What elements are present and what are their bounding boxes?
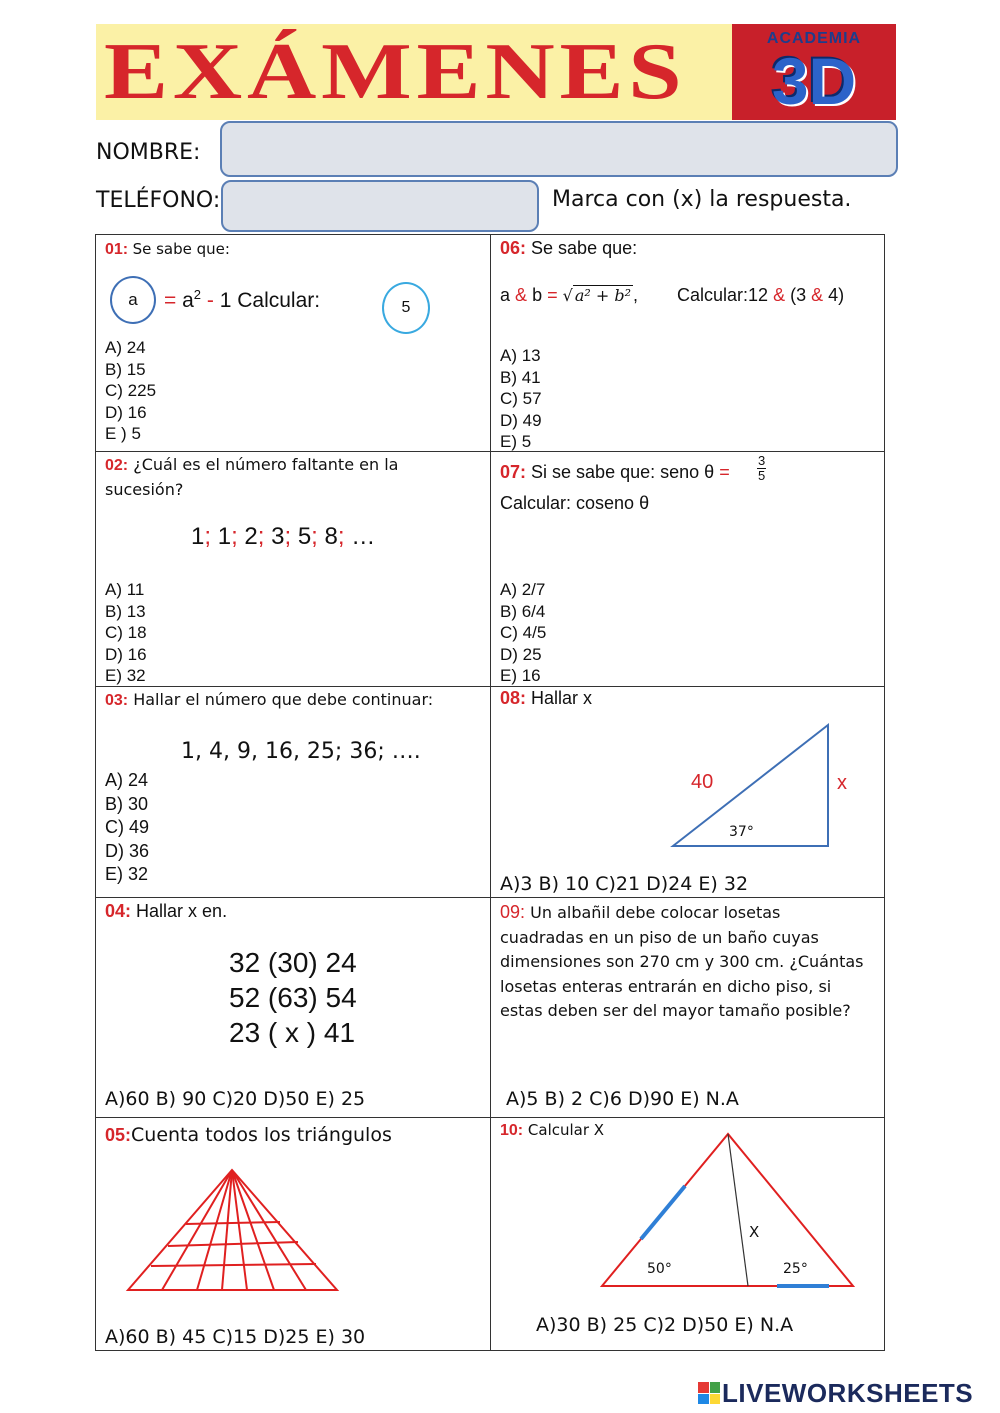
q02-seq-5: 5 xyxy=(297,523,312,550)
q03-option-e[interactable]: E) 32 xyxy=(105,864,149,884)
q06-def-comma: , xyxy=(633,285,639,305)
question-08 xyxy=(491,687,885,897)
q07-prompt-line xyxy=(500,462,730,483)
q02-option-a[interactable]: A) 11 xyxy=(105,580,145,599)
question-10 xyxy=(491,1118,885,1350)
q02-number: 02: xyxy=(105,457,129,474)
q01-formula xyxy=(164,287,320,313)
q09-text-line-4: losetas enteras entrarán en dicho piso, si xyxy=(500,976,832,996)
q02-option-c[interactable]: C) 18 xyxy=(105,623,147,642)
q02-option-d[interactable]: D) 16 xyxy=(105,644,147,664)
q01-option-b[interactable]: B) 15 xyxy=(105,359,146,379)
q07-option-c[interactable]: C) 4/5 xyxy=(500,623,547,642)
q05-triangle-figure xyxy=(96,1118,490,1350)
q06-option-b[interactable]: B) 41 xyxy=(500,367,541,387)
q02-sep-5: ; xyxy=(311,523,318,550)
q02-option-e[interactable]: E) 32 xyxy=(105,666,146,685)
q03-option-a[interactable]: A) 24 xyxy=(105,770,149,790)
q07-option-e[interactable]: E) 16 xyxy=(500,666,541,685)
question-07 xyxy=(491,452,885,686)
q07-option-a[interactable]: A) 2/7 xyxy=(500,580,546,599)
q04-number: 04: xyxy=(105,901,132,921)
q04-lines xyxy=(229,945,357,1050)
q09-options[interactable]: A)5 B) 2 C)6 D)90 E) N.A xyxy=(506,1088,739,1110)
q06-calc-amp2: & xyxy=(811,285,824,305)
q04-prompt: Hallar x en. xyxy=(136,901,228,921)
question-04 xyxy=(96,898,490,1117)
question-02 xyxy=(96,452,490,686)
q10-number: 10: xyxy=(500,1122,524,1139)
q10-cevian xyxy=(728,1134,748,1286)
q10-angle-right: 25° xyxy=(783,1261,808,1277)
q01-options xyxy=(105,337,156,445)
q08-options[interactable]: A)3 B) 10 C)21 D)24 E) 32 xyxy=(500,873,749,895)
footer-brand-text: LIVEWORKSHEETS xyxy=(722,1378,974,1408)
q06-calc xyxy=(677,285,844,306)
q06-def-eq: = xyxy=(547,285,558,305)
q06-prompt: Se sabe que: xyxy=(531,238,638,258)
logo-main-text: 3D xyxy=(771,44,857,118)
q10-triangle xyxy=(602,1134,853,1286)
q09-number: 09: xyxy=(500,902,526,922)
q06-option-c[interactable]: C) 57 xyxy=(500,389,542,408)
q02-sequence xyxy=(191,523,375,551)
q07-calc: Calcular: coseno θ xyxy=(500,493,650,513)
q02-sep-4: ; xyxy=(284,523,292,550)
q03-options xyxy=(105,769,149,887)
q07-prompt: Si se sabe que: seno θ xyxy=(531,462,715,482)
q06-def-b: b xyxy=(532,285,543,305)
q02-seq-1: 1 xyxy=(191,523,205,550)
q01-option-c[interactable]: C) 225 xyxy=(105,381,157,400)
academy-logo xyxy=(732,24,896,120)
q06-definition xyxy=(500,285,638,306)
q10-prompt: Calcular X xyxy=(527,1121,605,1139)
q02-seq-7: … xyxy=(351,523,376,550)
q01-circle-a xyxy=(110,276,156,324)
q03-option-b[interactable]: B) 30 xyxy=(105,793,149,814)
header-banner xyxy=(96,24,896,120)
q06-option-d[interactable]: D) 49 xyxy=(500,410,542,430)
q08-prompt: Hallar x xyxy=(531,688,593,708)
q06-def-amp: & xyxy=(515,285,528,305)
q08-hyp-label: 40 xyxy=(691,771,714,793)
q08-angle-label: 37° xyxy=(729,824,754,840)
q01-formula-eq: = xyxy=(164,289,177,312)
q05-number: 05: xyxy=(105,1125,132,1145)
q03-option-d[interactable]: D) 36 xyxy=(105,840,150,861)
q01-option-d[interactable]: D) 16 xyxy=(105,402,147,422)
q06-number: 06: xyxy=(500,238,527,258)
q02-options xyxy=(105,579,147,687)
name-input[interactable] xyxy=(220,121,898,177)
q01-formula-minus: - xyxy=(206,289,214,312)
q03-number: 03: xyxy=(105,692,129,709)
q05-outer-triangle xyxy=(128,1170,337,1290)
q07-options xyxy=(500,579,546,687)
q02-prompt-line1: ¿Cuál es el número faltante en la xyxy=(133,455,399,474)
q02-seq-2: 1 xyxy=(217,523,232,550)
q06-calc-open: (3 xyxy=(790,285,807,305)
q06-radicand: a² + b² xyxy=(574,286,632,305)
q08-triangle-figure xyxy=(491,687,885,897)
q08-number: 08: xyxy=(500,688,527,708)
phone-label: TELÉFONO: xyxy=(96,188,221,213)
q01-formula-exp: 2 xyxy=(193,287,202,302)
q03-prompt: Hallar el número que debe continuar: xyxy=(133,690,434,709)
q09-text-line-2: cuadradas en un piso de un baño cuyas xyxy=(500,927,819,947)
q01-formula-rest: 1 Calcular: xyxy=(219,289,321,312)
q02-sep-6: ; xyxy=(337,523,345,550)
question-grid xyxy=(95,234,885,1351)
q02-sep-2: ; xyxy=(231,523,238,550)
q01-option-e[interactable]: E ) 5 xyxy=(105,424,141,443)
q06-def-a: a xyxy=(500,285,511,305)
question-09 xyxy=(491,898,885,1117)
q06-option-e[interactable]: E) 5 xyxy=(500,432,532,451)
q06-option-a[interactable]: A) 13 xyxy=(500,346,541,365)
q05-options[interactable]: A)60 B) 45 C)15 D)25 E) 30 xyxy=(105,1326,366,1348)
logo-top-text: ACADEMIA xyxy=(766,30,862,47)
q02-seq-6: 8 xyxy=(324,523,338,550)
q02-prompt-line2: sucesión? xyxy=(105,480,184,499)
q05-ray-1 xyxy=(162,1170,232,1290)
q10-x-label: X xyxy=(749,1223,760,1241)
q07-option-d[interactable]: D) 25 xyxy=(500,644,542,664)
q10-options[interactable]: A)30 B) 25 C)2 D)50 E) N.A xyxy=(536,1314,794,1336)
q09-text-line-1: Un albañil debe colocar losetas xyxy=(530,903,781,922)
q05-ray-5 xyxy=(232,1170,274,1290)
q05-ray-6 xyxy=(232,1170,306,1290)
q09-text-line-3: dimensiones son 270 cm y 300 cm. ¿Cuántas xyxy=(500,952,864,971)
q08-side-label: x xyxy=(837,772,847,794)
q09-text xyxy=(500,900,864,1024)
q07-fraction xyxy=(757,454,766,483)
question-01 xyxy=(96,235,490,451)
page-title: EXÁMENES xyxy=(104,28,687,116)
q06-calc-close: 4) xyxy=(828,285,845,305)
q06-options xyxy=(500,345,542,453)
q06-calc-amp1: & xyxy=(773,285,786,305)
q04-options[interactable]: A)60 B) 90 C)20 D)50 E) 25 xyxy=(105,1088,366,1110)
q02-option-b[interactable]: B) 13 xyxy=(105,601,146,621)
q01-circle-5-text: 5 xyxy=(401,299,411,316)
q05-ray-4 xyxy=(232,1170,247,1290)
name-label: NOMBRE: xyxy=(96,140,201,165)
q01-number: 01: xyxy=(105,241,129,258)
q09-text-line-5: estas deben ser del mayor tamaño posible? xyxy=(500,1001,851,1020)
q07-frac-num: 3 xyxy=(758,453,766,468)
q07-frac-den: 5 xyxy=(758,468,766,483)
q06-calc-label: Calcular:12 xyxy=(677,285,769,305)
q05-triangle-lines xyxy=(128,1170,337,1290)
q01-circle-a-text: a xyxy=(128,290,138,309)
q05-prompt: Cuenta todos los triángulos xyxy=(131,1124,392,1146)
q06-sqrt: √ a² + b² xyxy=(562,286,632,305)
q02-seq-3: 2 xyxy=(244,523,258,550)
q07-option-b[interactable]: B) 6/4 xyxy=(500,601,546,621)
q03-option-c[interactable]: C) 49 xyxy=(105,817,150,837)
q04-line-3: 23 ( x ) 41 xyxy=(229,1017,356,1048)
q04-line-2: 52 (63) 54 xyxy=(229,982,357,1013)
q10-blue-mark-left xyxy=(641,1186,685,1239)
q01-option-a[interactable]: A) 24 xyxy=(105,338,146,357)
q07-number: 07: xyxy=(500,462,527,482)
question-06 xyxy=(491,235,885,451)
q04-line-1: 32 (30) 24 xyxy=(229,947,357,978)
instruction-text: Marca con (x) la respuesta. xyxy=(552,187,852,212)
q03-sequence: 1, 4, 9, 16, 25; 36; …. xyxy=(181,739,421,764)
q01-prompt: Se sabe que: xyxy=(132,240,230,258)
question-03 xyxy=(96,687,490,897)
q07-eq: = xyxy=(719,462,730,482)
question-05 xyxy=(96,1118,490,1350)
liveworksheets-icon xyxy=(698,1382,720,1404)
q02-sep-1: ; xyxy=(204,523,212,550)
q10-angle-left: 50° xyxy=(647,1261,672,1277)
q02-sep-3: ; xyxy=(257,523,265,550)
q01-circle-5 xyxy=(382,282,430,334)
q01-formula-a: a xyxy=(182,289,194,312)
phone-input[interactable] xyxy=(221,180,539,232)
q02-seq-4: 3 xyxy=(271,523,285,550)
